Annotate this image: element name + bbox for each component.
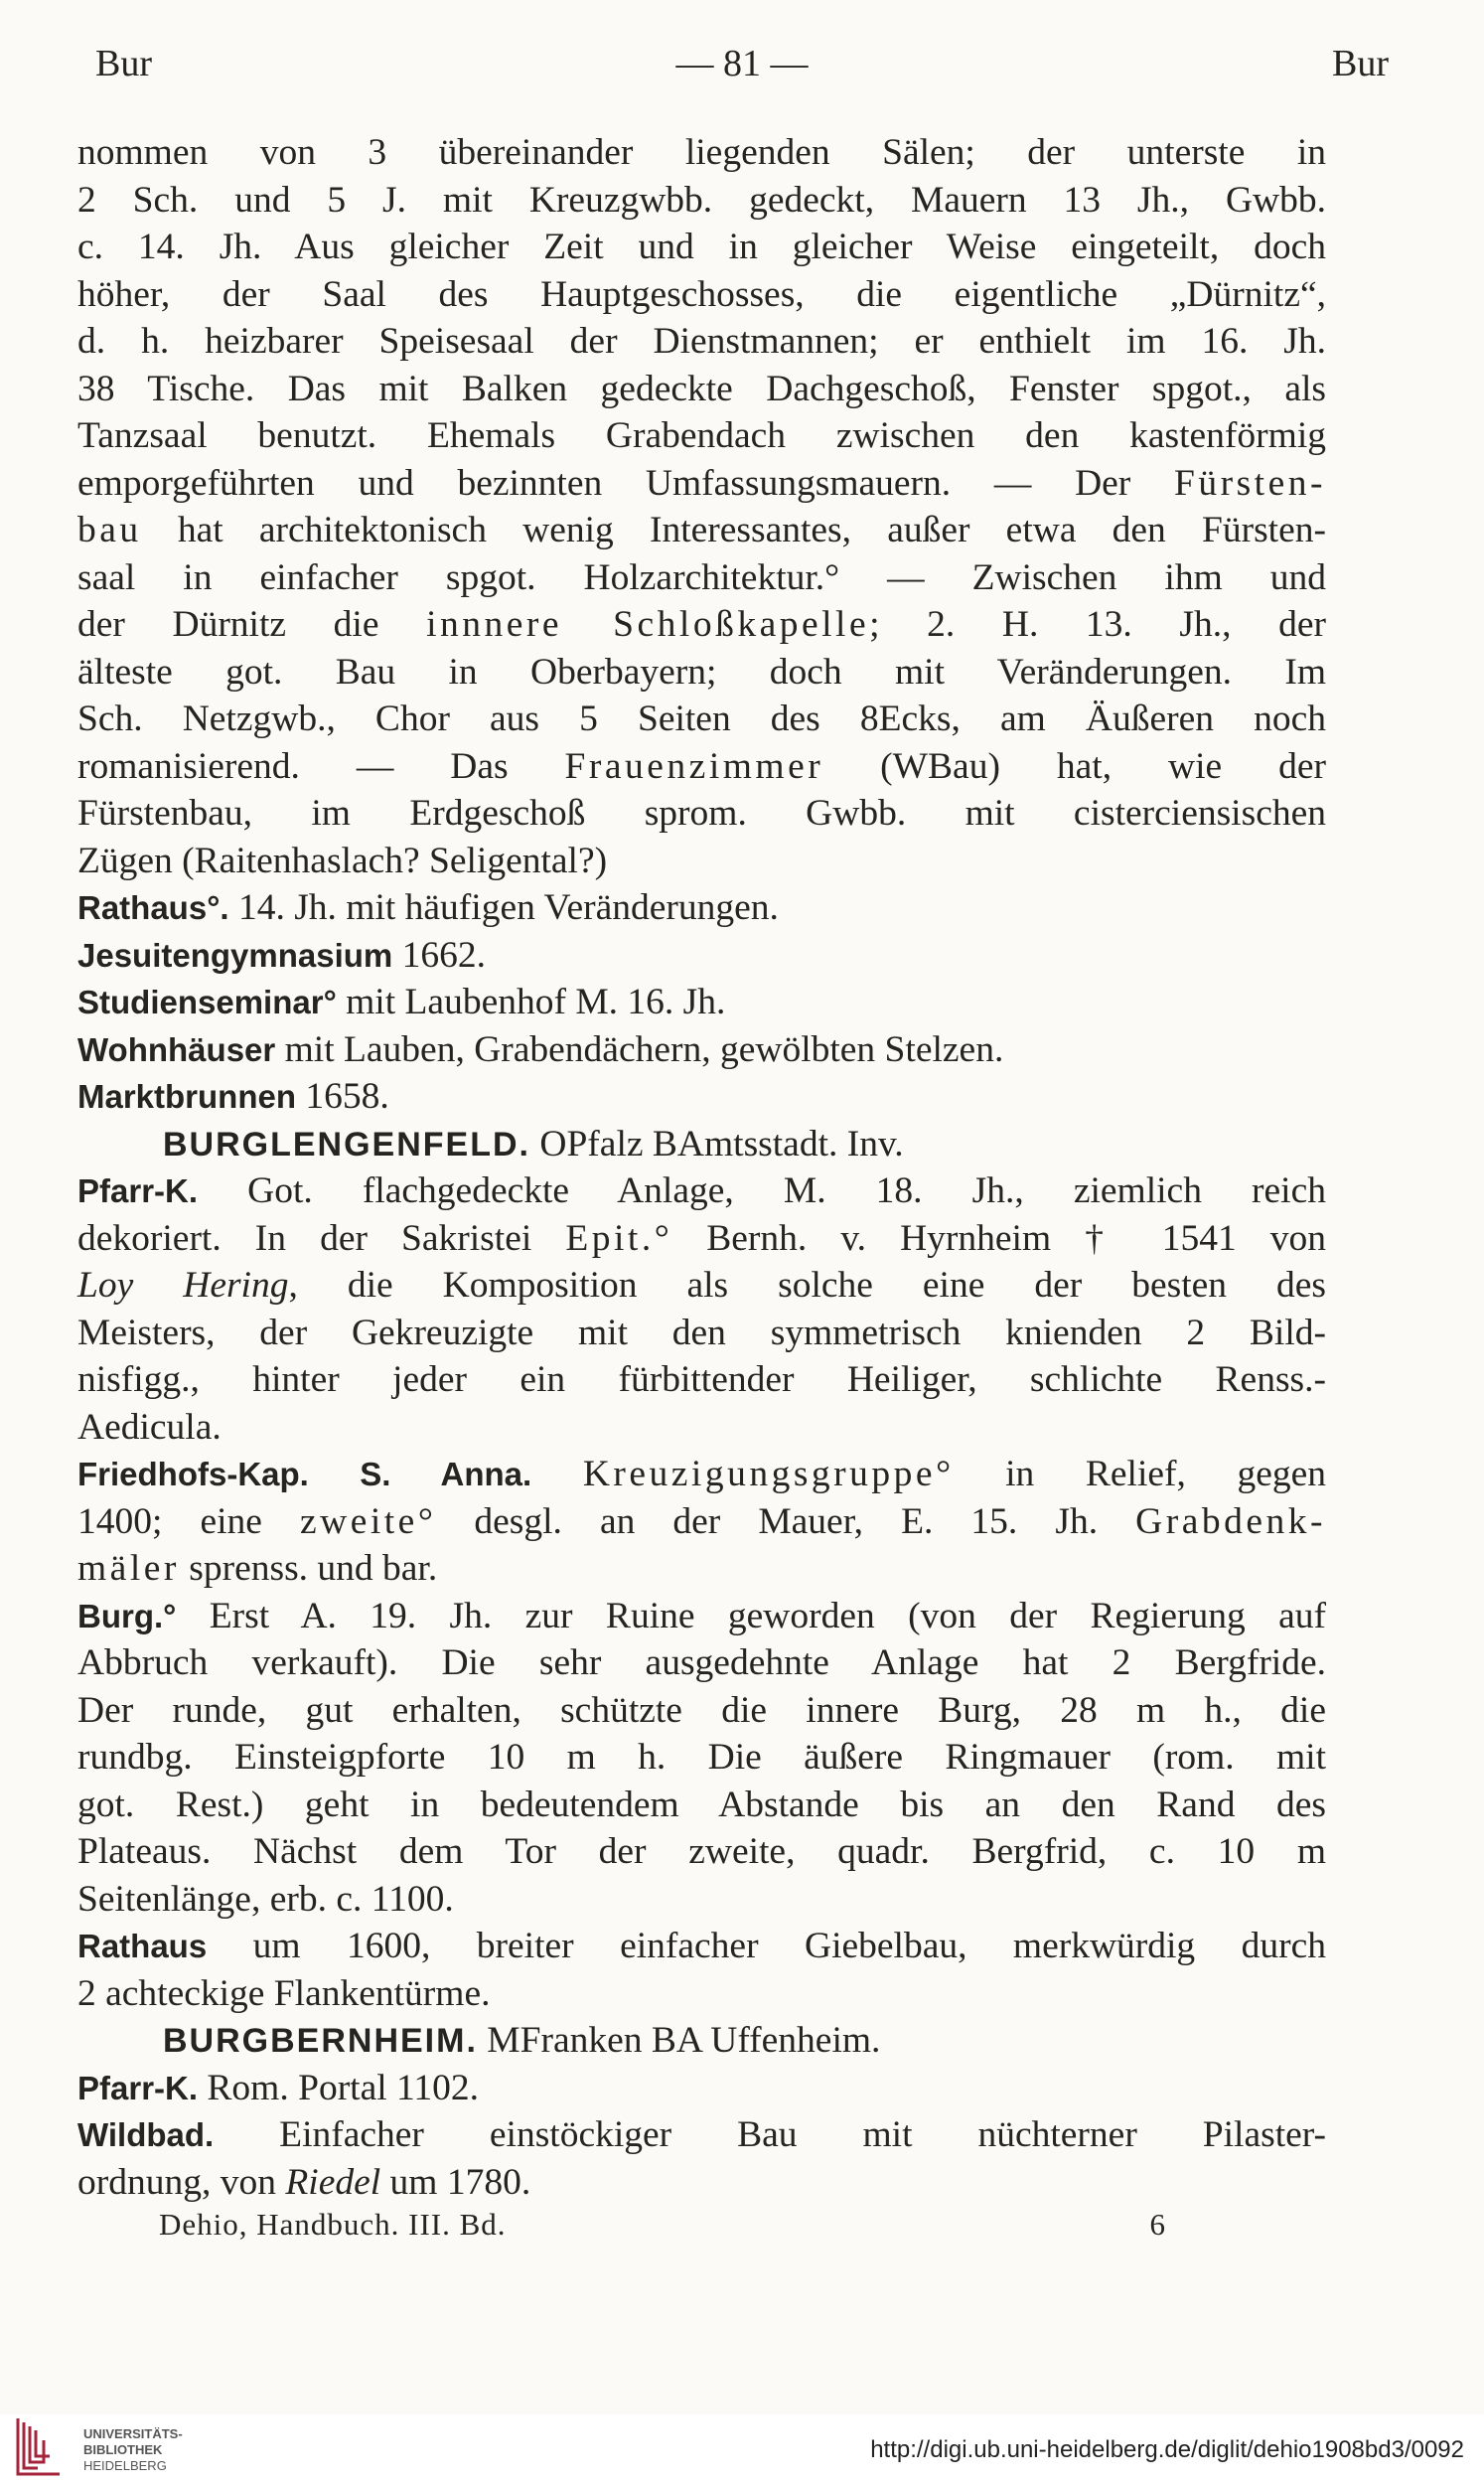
text-line xyxy=(77,1828,1326,1876)
text-line xyxy=(77,1970,1326,2018)
text-run: romanisierend. — Das xyxy=(77,745,565,787)
library-name-line-1: UNIVERSITÄTS- xyxy=(83,2426,183,2441)
text-run: desgl. an der Mauer, E. 15. Jh. xyxy=(436,1500,1136,1542)
text-run: 1662. xyxy=(392,934,487,976)
text-run: 38 Tische. Das mit Balken gedeckte Dachgeschoß, Fenster spgot., als xyxy=(77,368,1326,409)
spaced-term: Fürsten- xyxy=(1174,462,1326,504)
text-line xyxy=(77,979,1326,1026)
entry-label: Rathaus xyxy=(77,1928,208,1964)
text-run: hat architektonisch wenig Interessantes, außer etwa den Fürsten- xyxy=(141,510,1326,550)
text-line xyxy=(77,838,1326,885)
text-line xyxy=(77,1782,1326,1829)
text-line xyxy=(77,2111,1326,2159)
text-run: mit Lauben, Grabendächern, gewölbten Stelzen. xyxy=(275,1028,1004,1070)
text-line xyxy=(77,743,1326,791)
text-run: ; 2. H. 13. Jh., der xyxy=(869,604,1326,645)
text-line xyxy=(77,1923,1326,1970)
text-run: Fürstenbau, im Erdgeschoß sprom. Gwbb. mit cisterciensischen xyxy=(77,793,1326,834)
text-line xyxy=(77,932,1326,980)
entry-label: Studienseminar° xyxy=(77,984,337,1020)
text-line xyxy=(77,1876,1326,1924)
spaced-term: mäler xyxy=(77,1548,180,1589)
place-heading: BURGBERNHEIM. xyxy=(163,2022,478,2060)
text-run: Plateaus. Nächst dem Tor der zweite, quadr. Bergfrid, c. 10 m xyxy=(77,1831,1326,1872)
text-line xyxy=(77,1167,1326,1215)
artist-name: Loy Hering xyxy=(77,1265,289,1306)
entry-label: Pfarr-K. xyxy=(77,2069,199,2106)
text-line xyxy=(77,1639,1326,1687)
text-line xyxy=(77,649,1326,697)
text-run: Einfacher einstöckiger Bau mit nüchterner Pilaster- xyxy=(214,2114,1326,2155)
text-line xyxy=(77,1498,1326,1546)
text-run: 1658. xyxy=(296,1076,389,1117)
text-run: nisfigg., hinter jeder ein fürbittender Heiliger, schlichte Renss.- xyxy=(77,1359,1326,1400)
text-run: sprenss. und bar. xyxy=(179,1548,438,1589)
text-run: nommen von 3 übereinander liegenden Sälen; der unterste in xyxy=(77,132,1326,173)
text-run: d. h. heizbarer Speisesaal der Dienstmannen; er enthielt im 16. Jh. xyxy=(77,321,1326,362)
text-line xyxy=(77,177,1326,225)
text-run: Got. flachgedeckte Anlage, M. 18. Jh., ziemlich reich xyxy=(198,1170,1326,1211)
footer-bar xyxy=(0,2414,1484,2484)
text-line xyxy=(77,601,1326,649)
text-run: in Relief, gegen xyxy=(954,1454,1327,1494)
spaced-term: zweite° xyxy=(299,1500,437,1542)
library-name-line-3: HEIDELBERG xyxy=(83,2458,167,2473)
text-line xyxy=(77,2065,1326,2112)
text-run: 2 achteckige Flankentürme. xyxy=(77,1972,491,2014)
text-run: Der runde, gut erhalten, schützte die innere Burg, 28 m h., die xyxy=(77,1689,1326,1731)
spaced-term: innnere Schloßkapelle xyxy=(426,604,870,645)
text-run: rundbg. Einsteigpforte 10 m h. Die äußere Ringmauer (rom. mit xyxy=(77,1737,1326,1778)
spaced-term: Frauenzimmer xyxy=(564,745,824,787)
text-run: OPfalz BAmtsstadt. Inv. xyxy=(530,1123,904,1164)
text-line xyxy=(77,1026,1326,1074)
text-line xyxy=(77,1121,1326,1168)
text-run: Sch. Netzgwb., Chor aus 5 Seiten des 8Ecks, am Äußeren noch xyxy=(77,699,1326,739)
artist-name: Riedel xyxy=(285,2161,381,2203)
entry-label: Wohnhäuser xyxy=(77,1030,276,1068)
text-run: 2 Sch. und 5 J. mit Kreuzgwbb. gedeckt, Mauern 13 Jh., Gwbb. xyxy=(77,179,1326,221)
text-run: älteste got. Bau in Oberbayern; doch mit Veränderungen. Im xyxy=(77,651,1326,693)
text-line xyxy=(77,224,1326,271)
text-line xyxy=(77,507,1326,554)
text-run: , die Komposition als solche eine der besten des xyxy=(288,1265,1326,1306)
text-run: um 1600, breiter einfacher Giebelbau, merkwürdig durch xyxy=(207,1926,1326,1966)
text-run: der Dürnitz die xyxy=(77,604,427,645)
text-line xyxy=(77,554,1326,602)
text-run: Zügen (Raitenhaslach? Seligental?) xyxy=(77,840,608,881)
text-run xyxy=(531,1454,583,1494)
text-line xyxy=(77,1734,1326,1782)
signature-mark: 6 xyxy=(1149,2207,1166,2242)
text-line xyxy=(77,318,1326,366)
library-name xyxy=(83,2426,183,2474)
spaced-term: Kreuzigungsgruppe° xyxy=(582,1454,955,1494)
entry-label: Rathaus°. xyxy=(77,889,229,926)
text-line xyxy=(77,790,1326,838)
text-line xyxy=(77,2159,1326,2207)
source-url-link[interactable]: http://digi.ub.uni-heidelberg.de/diglit/dehio1908bd3/0092 xyxy=(870,2436,1464,2463)
text-line xyxy=(77,1593,1326,1640)
text-line xyxy=(77,129,1326,177)
text-line xyxy=(77,366,1326,413)
text-line xyxy=(77,1215,1326,1263)
text-line xyxy=(77,1310,1326,1357)
text-line xyxy=(77,1545,1326,1593)
text-run: MFranken BA Uffenheim. xyxy=(477,2020,881,2061)
text-run: Aedicula. xyxy=(77,1406,222,1448)
running-head xyxy=(95,34,1389,93)
text-run: Seitenlänge, erb. c. 1100. xyxy=(77,1878,454,1920)
entry-label: Wildbad. xyxy=(77,2116,215,2153)
spaced-term: Epit.° xyxy=(565,1217,673,1259)
text-line xyxy=(77,696,1326,743)
text-run: um 1780. xyxy=(380,2161,531,2203)
text-line xyxy=(77,412,1326,460)
signature-title: Dehio, Handbuch. III. Bd. xyxy=(159,2207,507,2242)
text-run: dekoriert. In der Sakristei xyxy=(77,1217,566,1259)
text-line xyxy=(77,1073,1326,1121)
running-head-right: Bur xyxy=(1332,43,1389,84)
text-run: mit Laubenhof M. 16. Jh. xyxy=(336,982,726,1022)
text-run: got. Rest.) geht in bedeutendem Abstande bis an den Rand des xyxy=(77,1784,1326,1825)
place-heading: BURGLENGENFELD. xyxy=(163,1125,530,1164)
entry-label: Pfarr-K. xyxy=(77,1172,199,1209)
entry-label: Friedhofs-Kap. S. Anna. xyxy=(77,1456,532,1492)
signature-line xyxy=(159,2201,1166,2249)
entry-label: Marktbrunnen xyxy=(77,1078,297,1115)
entry-label: Jesuitengymnasium xyxy=(77,936,393,974)
spaced-term: Grabdenk- xyxy=(1135,1500,1326,1542)
entry-label: Burg.° xyxy=(77,1597,177,1634)
text-line xyxy=(77,1356,1326,1404)
text-run: Meisters, der Gekreuzigte mit den symmetrisch knienden 2 Bild- xyxy=(77,1312,1326,1353)
text-run: höher, der Saal des Hauptgeschosses, die eigentliche „Dürnitz“, xyxy=(77,273,1326,315)
library-logo-icon xyxy=(14,2416,70,2476)
text-line xyxy=(77,1404,1326,1452)
text-line xyxy=(77,1262,1326,1310)
text-run: 14. Jh. mit häufigen Veränderungen. xyxy=(228,887,779,928)
text-line xyxy=(77,2017,1326,2065)
text-run: 1400; eine xyxy=(77,1500,300,1542)
library-name-line-2: BIBLIOTHEK xyxy=(83,2442,163,2457)
text-run: Erst A. 19. Jh. zur Ruine geworden (von der Regierung auf xyxy=(176,1595,1326,1636)
text-line xyxy=(77,1451,1326,1498)
text-line xyxy=(77,460,1326,508)
text-line xyxy=(77,884,1326,932)
spaced-term: bau xyxy=(77,510,142,550)
text-run: c. 14. Jh. Aus gleicher Zeit und in gleicher Weise eingeteilt, doch xyxy=(77,227,1326,267)
body-text xyxy=(77,129,1326,2206)
text-run: ordnung, von xyxy=(77,2161,286,2203)
text-run: saal in einfacher spgot. Holzarchitektur.° — Zwischen ihm und xyxy=(77,556,1326,598)
text-line xyxy=(77,271,1326,319)
text-run: (WBau) hat, wie der xyxy=(823,745,1326,787)
running-head-left: Bur xyxy=(95,43,152,84)
text-run: Rom. Portal 1102. xyxy=(198,2067,480,2108)
text-line xyxy=(77,1687,1326,1735)
page-number: — 81 — xyxy=(675,43,809,84)
text-run: Abbruch verkauft). Die sehr ausgedehnte Anlage hat 2 Bergfride. xyxy=(77,1642,1326,1683)
text-run: Bernh. v. Hyrnheim † 1541 von xyxy=(672,1217,1327,1259)
text-run: emporgeführten und bezinnten Umfassungsmauern. — Der xyxy=(77,462,1174,504)
text-run: Tanzsaal benutzt. Ehemals Grabendach zwischen den kastenförmig xyxy=(77,415,1326,456)
